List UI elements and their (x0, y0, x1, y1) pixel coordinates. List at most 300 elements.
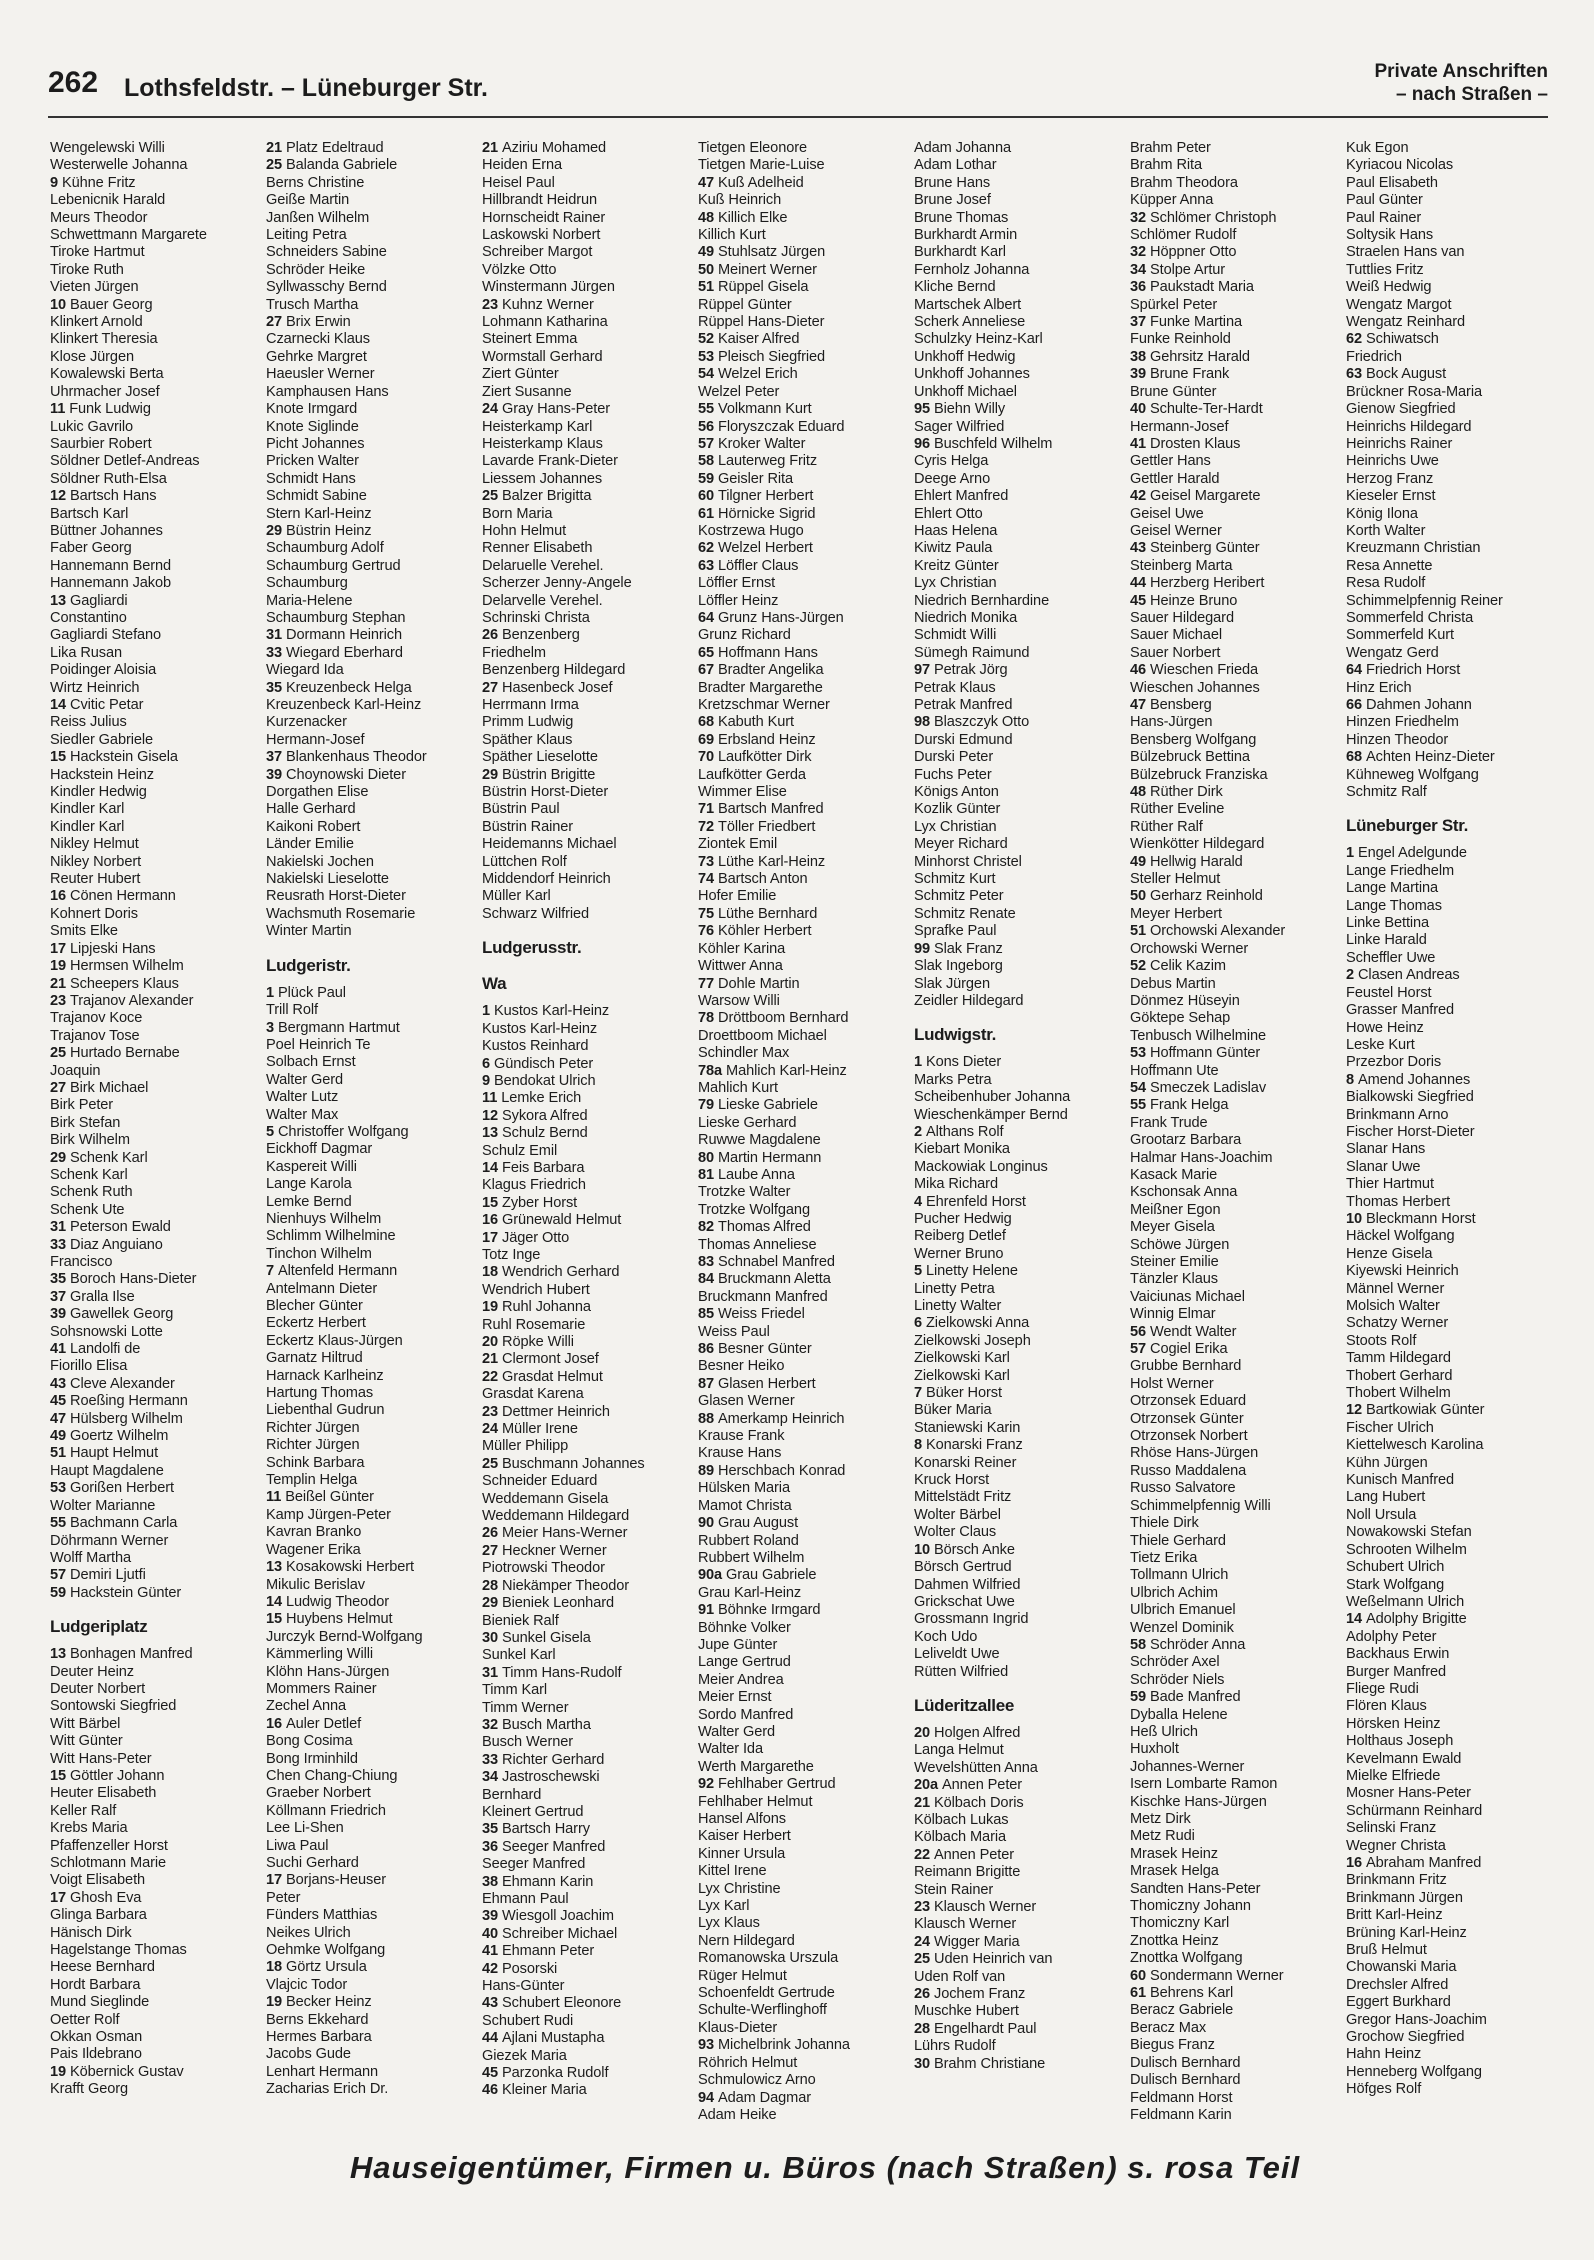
resident-entry: Dönmez Hüseyin (1130, 992, 1240, 1009)
resident-entry: Höfges Rolf (1346, 2081, 1422, 2098)
directory-columns (50, 140, 1550, 2140)
resident-entry: Walter Max (266, 1106, 339, 1123)
resident-entry: Lang Hubert (1346, 1489, 1426, 1506)
page-number: 262 (48, 66, 99, 99)
resident-entry: Lohmann Katharina (482, 314, 608, 331)
house-number: 78 (698, 1010, 718, 1027)
house-number: 63 (1346, 366, 1366, 383)
resident-entry: Fischer Horst-Dieter (1346, 1123, 1475, 1140)
resident-entry: 16 Abraham Manfred (1346, 1855, 1482, 1871)
resident-entry: Feldmann Karin (1130, 2106, 1232, 2123)
resident-entry: 14 Cvitic Petar (50, 697, 144, 713)
resident-entry: 48 Rüther Dirk (1130, 784, 1223, 801)
resident-entry: 60 Sondermann Werner (1130, 1967, 1284, 1984)
resident-entry: Paul Elisabeth (1346, 174, 1438, 191)
resident-entry: Kindler Karl (50, 818, 125, 835)
house-number: 53 (698, 348, 718, 365)
house-number: 17 (266, 1872, 286, 1889)
resident-entry: Linke Harald (1346, 932, 1427, 949)
house-number: 45 (1130, 592, 1150, 609)
house-number: 14 (482, 1159, 502, 1176)
resident-entry: 94 Adam Dagmar (698, 2089, 811, 2106)
resident-entry: Tietz Erika (1130, 1549, 1198, 1566)
house-number: 68 (1346, 749, 1366, 766)
resident-entry: Weiss Paul (698, 1323, 770, 1340)
resident-entry: Uhrmacher Josef (50, 383, 160, 400)
house-number: 76 (698, 923, 718, 940)
resident-entry: Lika Rusan (50, 644, 123, 661)
house-number: 5 (266, 1123, 278, 1140)
resident-entry: Pfaffenzeller Horst (50, 1837, 168, 1854)
resident-entry: Klagus Friedrich (482, 1177, 586, 1194)
resident-entry: Männel Werner (1346, 1280, 1445, 1297)
house-number: 29 (482, 766, 502, 783)
resident-entry: 43 Cleve Alexander (50, 1375, 175, 1392)
resident-entry: 24 Wigger Maria (914, 1933, 1020, 1950)
resident-entry: Brückner Rosa-Maria (1346, 383, 1482, 400)
resident-entry: Schröder Niels (1130, 1671, 1225, 1688)
resident-entry: Göktepe Sehap (1130, 1010, 1231, 1027)
house-number: 26 (482, 1525, 502, 1542)
resident-entry: Heß Ulrich (1130, 1723, 1198, 1740)
resident-entry: 50 Gerharz Reinhold (1130, 888, 1263, 905)
resident-entry: Gienow Siegfried (1346, 401, 1456, 418)
resident-entry: Meyer Gisela (1130, 1219, 1215, 1236)
house-number: 25 (50, 1045, 70, 1062)
resident-entry: 50 Meinert Werner (698, 261, 817, 278)
resident-entry: Tiroke Ruth (50, 261, 124, 278)
resident-entry: Mosner Hans-Peter (1346, 1785, 1471, 1802)
resident-entry: Lange Friedhelm (1346, 862, 1455, 879)
resident-entry: Nakielski Jochen (266, 853, 374, 870)
resident-entry: Grochow Siegfried (1346, 2029, 1465, 2046)
resident-entry: Brune Hans (914, 174, 991, 191)
house-number: 13 (50, 592, 70, 609)
house-number: 51 (698, 279, 718, 296)
house-number: 19 (50, 2063, 70, 2080)
resident-entry: 15 Huybens Helmut (266, 1611, 393, 1628)
resident-entry: Funke Reinhold (1130, 331, 1231, 348)
resident-entry: Delarvelle Verehel. (482, 592, 603, 609)
resident-entry: Kieseler Ernst (1346, 488, 1436, 505)
resident-entry: 75 Lüthe Bernhard (698, 905, 818, 922)
resident-entry: Adolphy Peter (1346, 1628, 1437, 1645)
house-number: 30 (914, 2055, 934, 2072)
house-number: 8 (914, 1437, 926, 1454)
resident-entry: 46 Kleiner Maria (482, 2082, 587, 2099)
resident-entry: 33 Richter Gerhard (482, 1751, 605, 1768)
resident-entry: 63 Löffler Claus (698, 557, 799, 574)
resident-entry: Rütten Wilfried (914, 1663, 1009, 1680)
resident-entry: Dahmen Wilfried (914, 1576, 1021, 1593)
resident-entry: Brüning Karl-Heinz (1346, 1924, 1467, 1941)
resident-entry: 14 Feis Barbara (482, 1159, 585, 1176)
resident-entry: Kowalewski Berta (50, 366, 164, 383)
resident-entry: Frank Trude (1130, 1114, 1208, 1131)
house-number: 9 (482, 1072, 494, 1089)
resident-entry: 63 Bock August (1346, 366, 1447, 383)
resident-entry: Schoenfeldt Gertrude (698, 1985, 835, 2002)
house-number: 62 (1346, 331, 1366, 348)
house-number: 93 (698, 2037, 718, 2054)
resident-entry: Kaikoni Robert (266, 818, 361, 835)
resident-entry: 87 Glasen Herbert (698, 1375, 816, 1392)
resident-entry: 22 Grasdat Helmut (482, 1368, 603, 1385)
house-number: 65 (698, 644, 718, 661)
resident-entry: Kunisch Manfred (1346, 1472, 1455, 1489)
resident-entry: Holst Werner (1130, 1375, 1214, 1392)
resident-entry: 90a Grau Gabriele (698, 1567, 817, 1584)
resident-entry: Kyriacou Nicolas (1346, 157, 1454, 174)
resident-entry: Backhaus Erwin (1346, 1646, 1450, 1663)
house-number: 18 (266, 1959, 286, 1976)
resident-entry: Langa Helmut (914, 1742, 1004, 1759)
resident-entry: Lukic Gavrilo (50, 418, 134, 435)
resident-entry: Otrzonsek Norbert (1130, 1428, 1248, 1445)
house-number: 91 (698, 1602, 718, 1619)
resident-entry: Weßelmann Ulrich (1346, 1593, 1465, 1610)
resident-entry: Hofer Emilie (698, 888, 777, 905)
resident-entry: Grootarz Barbara (1130, 1132, 1242, 1149)
resident-entry: Winter Martin (266, 923, 352, 940)
house-number: 47 (50, 1410, 70, 1427)
resident-entry: 25 Balzer Brigitta (482, 488, 592, 505)
resident-entry: Hoffmann Ute (1130, 1062, 1219, 1079)
resident-entry: 18 Wendrich Gerhard (482, 1264, 620, 1281)
house-number: 19 (266, 1994, 286, 2011)
resident-entry: Ulbrich Achim (1130, 1584, 1218, 1601)
house-number: 16 (50, 888, 70, 905)
resident-entry: 70 Laufkötter Dirk (698, 749, 812, 766)
resident-entry: 47 Hülsberg Wilhelm (50, 1410, 183, 1427)
house-number: 13 (482, 1125, 502, 1142)
resident-entry: Maria-Helene (266, 592, 353, 609)
resident-entry: Wengatz Margot (1346, 296, 1452, 313)
resident-entry: Keller Ralf (50, 1802, 117, 1819)
house-number: 38 (1130, 348, 1150, 365)
resident-entry: Mackowiak Longinus (914, 1158, 1048, 1175)
resident-entry: Wengatz Gerd (1346, 644, 1439, 661)
resident-entry: 17 Borjans-Heuser (266, 1872, 386, 1889)
resident-entry: Heinrichs Rainer (1346, 435, 1453, 452)
resident-entry: Czarnecki Klaus (266, 331, 370, 348)
house-number: 47 (698, 174, 718, 191)
resident-entry: 64 Friedrich Horst (1346, 662, 1461, 679)
resident-entry: Dulisch Bernhard (1130, 2054, 1241, 2071)
resident-entry: Liwa Paul (266, 1837, 329, 1854)
resident-entry: 16 Cönen Hermann (50, 888, 176, 905)
house-number: 33 (50, 1236, 70, 1253)
resident-entry: Tamm Hildegard (1346, 1350, 1451, 1367)
resident-entry: Ruwwe Magdalene (698, 1132, 821, 1149)
resident-entry: 30 Sunkel Gisela (482, 1629, 591, 1646)
resident-entry: Brune Thomas (914, 209, 1009, 226)
resident-entry: Poidinger Aloisia (50, 662, 157, 679)
resident-entry: 53 Pleisch Siegfried (698, 348, 825, 365)
resident-entry: 6 Gündisch Peter (482, 1055, 594, 1072)
resident-entry: 59 Geisler Rita (698, 470, 794, 487)
resident-entry: Tenbusch Wilhelmine (1130, 1027, 1266, 1044)
resident-entry: Fünders Matthias (266, 1907, 378, 1924)
resident-entry: Steinberg Marta (1130, 557, 1233, 574)
house-number: 20 (914, 1724, 934, 1741)
resident-entry: Nienhuys Wilhelm (266, 1210, 382, 1227)
house-number: 50 (698, 261, 718, 278)
resident-entry: Lee Li-Shen (266, 1820, 344, 1837)
resident-entry: Warsow Willi (698, 992, 780, 1009)
resident-entry: 39 Brune Frank (1130, 366, 1230, 383)
resident-entry: Flören Klaus (1346, 1698, 1427, 1715)
resident-entry: Rubbert Roland (698, 1532, 799, 1549)
resident-entry: 42 Geisel Margarete (1130, 488, 1261, 505)
resident-entry: Znottka Wolfgang (1130, 1950, 1243, 1967)
resident-entry: Kuk Egon (1346, 140, 1409, 156)
resident-entry: Zechel Anna (266, 1698, 347, 1715)
resident-entry: Jurczyk Bernd-Wolfgang (266, 1628, 423, 1645)
resident-entry: 11 Lemke Erich (482, 1090, 582, 1107)
resident-entry: Steinert Emma (482, 331, 578, 348)
resident-entry: Middendorf Heinrich (482, 871, 611, 888)
resident-entry: Kevelmann Ewald (1346, 1750, 1462, 1767)
resident-entry: Haupt Magdalene (50, 1462, 164, 1479)
resident-entry: Chowanski Maria (1346, 1959, 1457, 1976)
resident-entry: Wengatz Reinhard (1346, 314, 1466, 331)
resident-entry: Birk Wilhelm (50, 1132, 130, 1149)
house-number: 47 (1130, 697, 1150, 713)
house-number: 23 (482, 1403, 502, 1420)
house-number: 17 (50, 1889, 70, 1906)
resident-entry: 79 Lieske Gabriele (698, 1097, 818, 1114)
column-5 (914, 140, 1124, 2073)
resident-entry: Beracz Max (1130, 2019, 1207, 2036)
resident-entry: Ziert Günter (482, 366, 559, 383)
resident-entry: 25 Buschmann Johannes (482, 1455, 645, 1472)
resident-entry: 49 Stuhlsatz Jürgen (698, 244, 826, 261)
house-number: 45 (50, 1393, 70, 1410)
resident-entry: Deuter Norbert (50, 1680, 146, 1697)
house-number: 57 (50, 1567, 70, 1584)
resident-entry: 92 Fehlhaber Gertrud (698, 1776, 836, 1793)
resident-entry: Noll Ursula (1346, 1506, 1417, 1523)
resident-entry: Francisco (50, 1254, 113, 1270)
resident-entry: 6 Zielkowski Anna (914, 1315, 1030, 1332)
house-number: 25 (482, 488, 502, 505)
resident-entry: Weddemann Gisela (482, 1490, 609, 1507)
resident-entry: Heinrichs Uwe (1346, 453, 1439, 470)
resident-entry: Böhnke Volker (698, 1619, 791, 1636)
house-number: 59 (50, 1584, 70, 1601)
resident-entry: Linetty Walter (914, 1298, 1002, 1314)
house-number: 21 (482, 140, 502, 156)
house-number: 98 (914, 714, 934, 731)
resident-entry: 40 Schulte-Ter-Hardt (1130, 401, 1263, 418)
resident-entry: 32 Busch Martha (482, 1716, 591, 1733)
resident-entry: 71 Bartsch Manfred (698, 801, 824, 818)
resident-entry: Rubbert Wilhelm (698, 1549, 805, 1566)
house-number: 50 (1130, 888, 1150, 905)
resident-entry: 56 Wendt Walter (1130, 1323, 1237, 1340)
resident-entry: 19 Hermsen Wilhelm (50, 958, 184, 975)
resident-entry: Hohn Helmut (482, 522, 567, 539)
resident-entry: 58 Lauterweg Fritz (698, 453, 818, 470)
resident-entry: 83 Schnabel Manfred (698, 1254, 835, 1270)
house-number: 70 (698, 749, 718, 766)
resident-entry: Meier Ernst (698, 1689, 772, 1706)
resident-entry: Rüther Eveline (1130, 801, 1225, 818)
resident-entry: Vieten Jürgen (50, 279, 139, 296)
house-number: 69 (698, 731, 718, 748)
resident-entry: Thomiczny Karl (1130, 1915, 1230, 1932)
resident-entry: 27 Heckner Werner (482, 1542, 607, 1559)
resident-entry: 2 Clasen Andreas (1346, 967, 1460, 984)
house-number: 53 (1130, 1045, 1150, 1062)
house-number: 39 (482, 1908, 502, 1925)
house-number: 56 (1130, 1323, 1150, 1340)
resident-entry: Wegner Christa (1346, 1837, 1446, 1854)
resident-entry: Richter Jürgen (266, 1437, 360, 1454)
resident-entry: Gettler Harald (1130, 470, 1220, 487)
resident-entry: 51 Rüppel Gisela (698, 279, 809, 296)
resident-entry: 81 Laube Anna (698, 1166, 795, 1183)
house-number: 53 (50, 1480, 70, 1497)
resident-entry: Brune Josef (914, 192, 991, 209)
resident-entry: 35 Kreuzenbeck Helga (266, 679, 412, 696)
house-number: 40 (482, 1925, 502, 1942)
resident-entry: 19 Köbernick Gustav (50, 2063, 184, 2080)
resident-entry: 86 Besner Günter (698, 1341, 812, 1358)
resident-entry: Walter Gerd (266, 1071, 344, 1088)
resident-entry: Grasdat Karena (482, 1386, 584, 1403)
resident-entry: 68 Achten Heinz-Dieter (1346, 749, 1495, 766)
resident-entry: Gehrke Margret (266, 348, 367, 365)
house-number: 21 (482, 1351, 502, 1368)
resident-entry: 45 Heinze Bruno (1130, 592, 1238, 609)
resident-entry: 67 Bradter Angelika (698, 662, 824, 679)
resident-entry: Schlömer Rudolf (1130, 227, 1237, 244)
resident-entry: Löffler Heinz (698, 592, 779, 609)
resident-entry: Voigt Elisabeth (50, 1872, 146, 1889)
resident-entry: 7 Altenfeld Hermann (266, 1263, 398, 1280)
resident-entry: Kretzschmar Werner (698, 697, 830, 713)
resident-entry: Linetty Petra (914, 1280, 995, 1297)
resident-entry: Haas Helena (914, 522, 998, 539)
house-number: 14 (50, 697, 70, 713)
house-number: 35 (482, 1821, 502, 1838)
resident-entry: 97 Petrak Jörg (914, 662, 1008, 679)
resident-entry: Glasen Werner (698, 1393, 795, 1410)
resident-entry: 1 Kustos Karl-Heinz (482, 1003, 610, 1020)
resident-entry: Hinzen Friedhelm (1346, 714, 1459, 731)
house-number: 57 (1130, 1341, 1150, 1358)
resident-entry: 41 Ehmann Peter (482, 1943, 595, 1960)
resident-entry: Thomiczny Johann (1130, 1898, 1251, 1915)
resident-entry: Kittel Irene (698, 1863, 767, 1880)
resident-entry: Kindler Karl (50, 801, 125, 818)
resident-entry: 31 Timm Hans-Rudolf (482, 1664, 622, 1681)
house-number: 41 (482, 1943, 502, 1960)
house-number: 37 (50, 1288, 70, 1305)
resident-entry: Nikley Norbert (50, 853, 142, 870)
house-number: 25 (914, 1951, 934, 1968)
resident-entry: Wieschenkämper Bernd (914, 1106, 1068, 1123)
resident-entry: Heisel Paul (482, 174, 555, 191)
resident-entry: Herrmann Irma (482, 697, 579, 713)
house-number: 31 (482, 1664, 502, 1681)
resident-entry: Bernhard (482, 1786, 542, 1803)
house-number: 32 (1130, 209, 1150, 226)
resident-entry: Klausch Werner (914, 1916, 1017, 1933)
resident-entry: 35 Bartsch Harry (482, 1821, 590, 1838)
house-number: 27 (482, 679, 502, 696)
resident-entry: Ehmann Paul (482, 1891, 569, 1907)
house-number: 16 (1346, 1855, 1366, 1871)
house-number: 4 (914, 1193, 926, 1210)
resident-entry: Werth Margarethe (698, 1758, 814, 1775)
resident-entry: Unkhoff Hedwig (914, 348, 1016, 365)
resident-entry: Köhler Karina (698, 940, 786, 957)
resident-entry: Kustos Karl-Heinz (482, 1020, 598, 1037)
resident-entry: Wolter Bärbel (914, 1506, 1001, 1523)
resident-entry: Schatzy Werner (1346, 1315, 1449, 1332)
resident-entry: 25 Balanda Gabriele (266, 157, 398, 174)
resident-entry: Straelen Hans van (1346, 244, 1465, 261)
resident-entry: Brune Günter (1130, 383, 1217, 400)
resident-entry: Kinner Ursula (698, 1845, 786, 1862)
house-number: 36 (1130, 279, 1150, 296)
resident-entry: Petrak Klaus (914, 679, 996, 696)
resident-entry: Primm Ludwig (482, 714, 574, 731)
resident-entry: Slak Ingeborg (914, 958, 1003, 975)
resident-entry: Kaspereit Willi (266, 1158, 357, 1175)
resident-entry: Russo Salvatore (1130, 1480, 1236, 1497)
resident-entry: Schulzky Heinz-Karl (914, 331, 1043, 348)
house-number: 41 (50, 1341, 70, 1358)
house-number: 7 (914, 1385, 926, 1402)
resident-entry: 38 Ehmann Karin (482, 1873, 594, 1890)
house-number: 79 (698, 1097, 718, 1114)
resident-entry: Beracz Gabriele (1130, 2002, 1234, 2019)
resident-entry: Schmidt Sabine (266, 488, 367, 505)
resident-entry: 38 Gehrsitz Harald (1130, 348, 1250, 365)
resident-entry: Schindler Max (698, 1045, 790, 1062)
resident-entry: Grasser Manfred (1346, 1002, 1454, 1019)
resident-entry: Unkhoff Johannes (914, 366, 1030, 383)
resident-entry: 13 Bonhagen Manfred (50, 1646, 193, 1663)
house-number: 7 (266, 1263, 278, 1280)
resident-entry: Heuter Elisabeth (50, 1785, 157, 1802)
house-number: 11 (50, 401, 70, 418)
resident-entry: 24 Gray Hans-Peter (482, 401, 610, 418)
resident-entry: 29 Schenk Karl (50, 1149, 148, 1166)
resident-entry: Piotrowski Theodor (482, 1560, 605, 1577)
resident-entry: Burkhardt Karl (914, 244, 1006, 261)
resident-entry: Burger Manfred (1346, 1663, 1446, 1680)
resident-entry: Wienkötter Hildegard (1130, 836, 1265, 853)
house-number: 42 (1130, 488, 1150, 505)
resident-entry: Hornscheidt Rainer (482, 209, 606, 226)
resident-entry: 11 Beißel Günter (266, 1489, 374, 1506)
house-number: 19 (50, 958, 70, 975)
resident-entry: 19 Ruhl Johanna (482, 1299, 591, 1316)
resident-entry: Lange Martina (1346, 880, 1438, 897)
resident-entry: Marks Petra (914, 1071, 992, 1088)
resident-entry: Ulbrich Emanuel (1130, 1602, 1236, 1619)
house-number: 86 (698, 1341, 718, 1358)
house-number: 21 (266, 140, 286, 156)
resident-entry: Schaumburg (266, 575, 348, 592)
resident-entry: Leske Kurt (1346, 1036, 1415, 1053)
resident-entry: 43 Steinberg Günter (1130, 540, 1260, 557)
